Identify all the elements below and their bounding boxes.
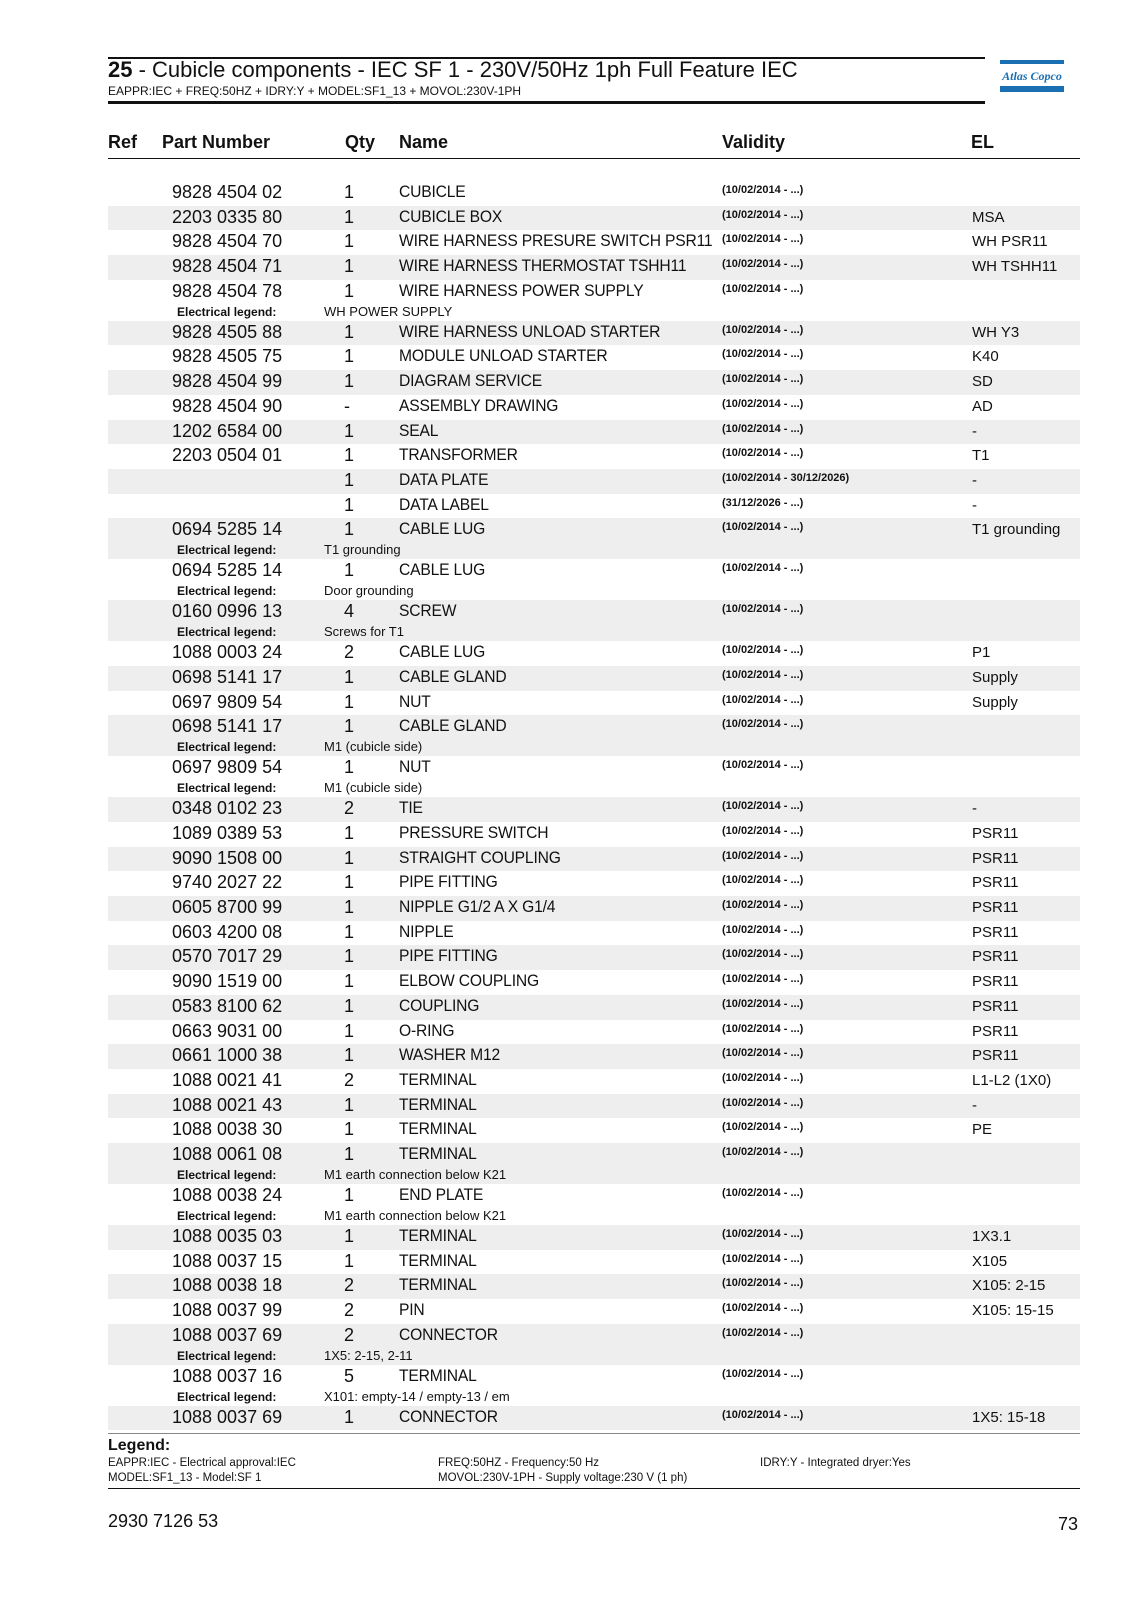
name-cell: CABLE GLAND bbox=[399, 716, 507, 736]
el-cell: K40 bbox=[972, 348, 999, 366]
name-cell: WIRE HARNESS POWER SUPPLY bbox=[399, 280, 644, 300]
qty-cell: 1 bbox=[344, 691, 355, 712]
page-subtitle: EAPPR:IEC + FREQ:50HZ + IDRY:Y + MODEL:SF1_13 + MOVOL:230V-1PH bbox=[108, 84, 522, 98]
legend-item: FREQ:50HZ - Frequency:50 Hz bbox=[438, 1457, 600, 1469]
part-number-cell: 1088 0021 41 bbox=[172, 1069, 283, 1090]
qty-cell: 1 bbox=[344, 346, 355, 367]
el-cell: SD bbox=[972, 373, 993, 391]
name-cell: NUT bbox=[399, 691, 431, 711]
part-number-cell: 1088 0037 15 bbox=[172, 1250, 283, 1271]
name-cell: MODULE UNLOAD STARTER bbox=[399, 346, 608, 366]
qty-cell: 1 bbox=[344, 1184, 355, 1205]
col-qty: Qty bbox=[345, 132, 376, 152]
table-row bbox=[108, 1225, 1080, 1250]
part-number-cell: 0697 9809 54 bbox=[172, 757, 283, 778]
table-row bbox=[108, 921, 1080, 946]
table-row bbox=[108, 945, 1080, 970]
qty-cell: 1 bbox=[344, 847, 355, 868]
validity-cell: (10/02/2014 - ...) bbox=[722, 562, 804, 575]
validity-cell: (10/02/2014 - ...) bbox=[722, 397, 804, 410]
table-row bbox=[108, 1044, 1080, 1069]
name-cell: NUT bbox=[399, 757, 431, 777]
electrical-legend-text: M1 earth connection below K21 bbox=[324, 1166, 507, 1182]
validity-cell: (10/02/2014 - ...) bbox=[722, 800, 804, 813]
part-number-cell: 0694 5285 14 bbox=[172, 560, 283, 581]
el-cell: - bbox=[972, 800, 977, 818]
electrical-legend-label: Electrical legend: bbox=[177, 304, 277, 319]
part-number-cell: 0603 4200 08 bbox=[172, 921, 283, 942]
qty-cell: 2 bbox=[344, 1275, 355, 1296]
electrical-legend-label: Electrical legend: bbox=[177, 1389, 277, 1404]
validity-cell: (10/02/2014 - ...) bbox=[722, 948, 804, 961]
name-cell: WASHER M12 bbox=[399, 1045, 500, 1065]
table-row bbox=[108, 1299, 1080, 1324]
table-row bbox=[108, 641, 1080, 666]
part-number-cell: 9828 4504 99 bbox=[172, 371, 283, 392]
el-cell: PSR11 bbox=[972, 899, 1019, 917]
el-cell: PSR11 bbox=[972, 948, 1019, 966]
part-number-cell: 0663 9031 00 bbox=[172, 1020, 283, 1041]
name-cell: ASSEMBLY DRAWING bbox=[399, 395, 559, 415]
validity-cell: (10/02/2014 - ...) bbox=[722, 1252, 804, 1265]
electrical-legend-text: M1 (cubicle side) bbox=[324, 780, 423, 796]
table-row bbox=[108, 756, 1080, 797]
qty-cell: 1 bbox=[344, 371, 355, 392]
legend-item: EAPPR:IEC - Electrical approval:IEC bbox=[108, 1457, 296, 1469]
table-row bbox=[108, 600, 1080, 641]
el-cell: PSR11 bbox=[972, 825, 1019, 842]
name-cell: CUBICLE BOX bbox=[399, 206, 503, 226]
table-row bbox=[108, 995, 1080, 1020]
part-number-cell: 1089 0389 53 bbox=[172, 823, 283, 843]
table-row bbox=[108, 1250, 1080, 1275]
electrical-legend-label: Electrical legend: bbox=[177, 1167, 277, 1182]
table-row bbox=[108, 444, 1080, 469]
el-cell: PSR11 bbox=[972, 874, 1019, 892]
validity-cell: (10/02/2014 - ...) bbox=[722, 422, 804, 435]
validity-cell: (10/02/2014 - ...) bbox=[722, 1367, 804, 1380]
el-cell: P1 bbox=[972, 644, 991, 662]
table-row bbox=[108, 896, 1080, 921]
validity-cell: (10/02/2014 - ...) bbox=[722, 208, 804, 221]
qty-cell: 2 bbox=[344, 642, 355, 663]
qty-cell: 1 bbox=[344, 1045, 355, 1066]
validity-cell: (31/12/2026 - ...) bbox=[722, 496, 804, 509]
name-cell: TERMINAL bbox=[399, 1069, 477, 1089]
legend-item: MOVOL:230V-1PH - Supply voltage:230 V (1 ph) bbox=[438, 1472, 688, 1484]
section-title: - Cubicle components - IEC SF 1 - 230V/50Hz 1ph Full Feature IEC bbox=[132, 57, 798, 82]
qty-cell: 1 bbox=[344, 757, 355, 778]
table-row bbox=[108, 230, 1080, 255]
name-cell: DATA LABEL bbox=[399, 494, 489, 514]
el-cell: - bbox=[972, 471, 977, 489]
validity-cell: (10/02/2014 - ...) bbox=[722, 1071, 804, 1084]
table-row bbox=[108, 494, 1080, 519]
validity-cell: (10/02/2014 - ...) bbox=[722, 1326, 804, 1339]
el-cell: 1X3.1 bbox=[972, 1227, 1012, 1245]
name-cell: TERMINAL bbox=[399, 1365, 477, 1385]
el-cell: T1 grounding bbox=[972, 521, 1061, 539]
part-number-cell: 1088 0038 24 bbox=[172, 1184, 283, 1205]
table-row bbox=[108, 321, 1080, 346]
electrical-legend-label: Electrical legend: bbox=[177, 1208, 277, 1223]
table-row bbox=[108, 1324, 1080, 1365]
validity-cell: (10/02/2014 - ...) bbox=[722, 1408, 804, 1421]
name-cell: PIPE FITTING bbox=[399, 946, 498, 966]
qty-cell: 1 bbox=[344, 560, 355, 581]
validity-cell: (10/02/2014 - ...) bbox=[722, 447, 804, 460]
table-row bbox=[108, 518, 1080, 559]
qty-cell: - bbox=[344, 395, 350, 416]
name-cell: TERMINAL bbox=[399, 1250, 477, 1270]
name-cell: PIN bbox=[399, 1300, 425, 1319]
table-row bbox=[108, 206, 1080, 231]
table-row bbox=[108, 370, 1080, 395]
validity-cell: (10/02/2014 - ...) bbox=[722, 825, 804, 837]
name-cell: PRESSURE SWITCH bbox=[399, 823, 549, 842]
name-cell: STRAIGHT COUPLING bbox=[399, 847, 561, 867]
part-number-cell: 9828 4504 02 bbox=[172, 182, 283, 202]
el-cell: PSR11 bbox=[972, 1047, 1019, 1065]
part-number-cell: 0160 0996 13 bbox=[172, 601, 283, 622]
validity-cell: (10/02/2014 - ...) bbox=[722, 644, 804, 657]
electrical-legend-text: M1 earth connection below K21 bbox=[324, 1207, 507, 1223]
el-cell: X105 bbox=[972, 1252, 1008, 1270]
validity-cell: (10/02/2014 - ...) bbox=[722, 849, 804, 862]
parts-table bbox=[108, 181, 1080, 1430]
atlas-copco-logo bbox=[1000, 60, 1064, 93]
part-number-cell: 1088 0038 30 bbox=[172, 1119, 283, 1140]
table-row bbox=[108, 666, 1080, 691]
qty-cell: 1 bbox=[344, 445, 355, 466]
part-number-cell: 9828 4504 90 bbox=[172, 395, 283, 416]
col-part-number: Part Number bbox=[162, 132, 271, 152]
validity-cell: (10/02/2014 - ...) bbox=[722, 282, 804, 295]
validity-cell: (10/02/2014 - ...) bbox=[722, 923, 804, 936]
table-row bbox=[108, 1020, 1080, 1045]
table-row bbox=[108, 847, 1080, 872]
name-cell: CONNECTOR bbox=[399, 1406, 498, 1426]
name-cell: TRANSFORMER bbox=[399, 445, 518, 465]
qty-cell: 1 bbox=[344, 1406, 355, 1427]
part-number-cell: 1088 0037 16 bbox=[172, 1365, 283, 1386]
qty-cell: 1 bbox=[344, 897, 355, 918]
qty-cell: 1 bbox=[344, 666, 355, 687]
validity-cell: (10/02/2014 - ...) bbox=[722, 718, 804, 731]
table-bottom-rule bbox=[108, 1433, 1080, 1434]
el-cell: WH TSHH11 bbox=[972, 258, 1058, 276]
part-number-cell: 0570 7017 29 bbox=[172, 946, 283, 967]
name-cell: TERMINAL bbox=[399, 1275, 477, 1295]
qty-cell: 1 bbox=[344, 494, 355, 515]
validity-cell: (10/02/2014 - 30/12/2026) bbox=[722, 471, 850, 484]
qty-cell: 1 bbox=[344, 995, 355, 1016]
part-number-cell: 0698 5141 17 bbox=[172, 716, 283, 737]
validity-cell: (10/02/2014 - ...) bbox=[722, 693, 804, 706]
part-number-cell: 2203 0335 80 bbox=[172, 206, 283, 227]
el-cell: T1 bbox=[972, 447, 990, 465]
electrical-legend-label: Electrical legend: bbox=[177, 740, 277, 755]
table-row bbox=[108, 1118, 1080, 1143]
part-number-cell: 9828 4505 88 bbox=[172, 321, 283, 342]
validity-cell: (10/02/2014 - ...) bbox=[722, 603, 804, 616]
el-cell: PSR11 bbox=[972, 923, 1019, 941]
el-cell: MSA bbox=[972, 208, 1005, 226]
validity-cell: (10/02/2014 - ...) bbox=[722, 521, 804, 534]
part-number-cell: 1088 0037 69 bbox=[172, 1324, 283, 1345]
table-row bbox=[108, 1069, 1080, 1094]
el-cell: PSR11 bbox=[972, 997, 1019, 1015]
qty-cell: 1 bbox=[344, 921, 355, 942]
el-cell: Supply bbox=[972, 668, 1018, 686]
part-number-cell: 0698 5141 17 bbox=[172, 666, 283, 687]
table-row bbox=[108, 691, 1080, 716]
name-cell: WIRE HARNESS PRESURE SWITCH PSR11 bbox=[399, 231, 713, 251]
name-cell: CUBICLE bbox=[399, 182, 466, 201]
section-number: 25 bbox=[108, 57, 133, 82]
el-cell: X105: 15-15 bbox=[972, 1302, 1054, 1319]
part-number-cell: 9828 4504 70 bbox=[172, 231, 283, 252]
table-row bbox=[108, 420, 1080, 445]
el-cell: L1-L2 (1X0) bbox=[972, 1071, 1052, 1089]
validity-cell: (10/02/2014 - ...) bbox=[722, 1096, 804, 1109]
qty-cell: 1 bbox=[344, 469, 355, 490]
part-number-cell: 0697 9809 54 bbox=[172, 691, 283, 712]
qty-cell: 1 bbox=[344, 1143, 355, 1164]
column-header-rule bbox=[108, 158, 1080, 159]
name-cell: DATA PLATE bbox=[399, 469, 489, 489]
name-cell: NIPPLE G1/2 A X G1/4 bbox=[399, 897, 556, 917]
name-cell: CABLE LUG bbox=[399, 642, 486, 662]
table-row bbox=[108, 1406, 1080, 1431]
table-row bbox=[108, 1184, 1080, 1225]
electrical-legend-text: T1 grounding bbox=[324, 542, 401, 558]
qty-cell: 1 bbox=[344, 946, 355, 967]
qty-cell: 1 bbox=[344, 823, 355, 843]
el-cell: PSR11 bbox=[972, 1022, 1019, 1040]
electrical-legend-text: 1X5: 2-15, 2-11 bbox=[324, 1347, 413, 1363]
qty-cell: 1 bbox=[344, 182, 355, 202]
validity-cell: (10/02/2014 - ...) bbox=[722, 233, 804, 246]
part-number-cell: 1088 0037 69 bbox=[172, 1406, 283, 1427]
part-number-cell: 0605 8700 99 bbox=[172, 897, 283, 918]
col-ref: Ref bbox=[108, 132, 138, 152]
table-row bbox=[108, 280, 1080, 321]
name-cell: NIPPLE bbox=[399, 921, 454, 941]
validity-cell: (10/02/2014 - ...) bbox=[722, 1121, 804, 1134]
electrical-legend-label: Electrical legend: bbox=[177, 543, 277, 558]
part-number-cell: 1088 0035 03 bbox=[172, 1225, 283, 1246]
validity-cell: (10/02/2014 - ...) bbox=[722, 1145, 804, 1158]
name-cell: ELBOW COUPLING bbox=[399, 971, 539, 991]
qty-cell: 1 bbox=[344, 716, 355, 737]
part-number-cell: 2203 0504 01 bbox=[172, 445, 283, 466]
table-row bbox=[108, 871, 1080, 896]
validity-cell: (10/02/2014 - ...) bbox=[722, 373, 804, 386]
el-cell: PE bbox=[972, 1121, 993, 1139]
validity-cell: (10/02/2014 - ...) bbox=[722, 874, 804, 887]
table-row bbox=[108, 970, 1080, 995]
table-row bbox=[108, 715, 1080, 756]
qty-cell: 1 bbox=[344, 280, 355, 301]
electrical-legend-text: Door grounding bbox=[324, 583, 414, 599]
name-cell: O-RING bbox=[399, 1020, 455, 1040]
el-cell: PSR11 bbox=[972, 973, 1019, 991]
qty-cell: 1 bbox=[344, 420, 355, 441]
el-cell: - bbox=[972, 496, 977, 514]
validity-cell: (10/02/2014 - ...) bbox=[722, 1277, 804, 1290]
qty-cell: 1 bbox=[344, 1094, 355, 1115]
name-cell: CABLE LUG bbox=[399, 560, 486, 580]
name-cell: WIRE HARNESS UNLOAD STARTER bbox=[399, 321, 661, 341]
validity-cell: (10/02/2014 - ...) bbox=[722, 1047, 804, 1060]
validity-cell: (10/02/2014 - ...) bbox=[722, 1302, 804, 1314]
electrical-legend-text: X101: empty-14 / empty-13 / em bbox=[324, 1388, 510, 1404]
name-cell: PIPE FITTING bbox=[399, 872, 498, 892]
part-number-cell: 0583 8100 62 bbox=[172, 995, 283, 1016]
electrical-legend-label: Electrical legend: bbox=[177, 1348, 277, 1363]
electrical-legend-label: Electrical legend: bbox=[177, 781, 277, 796]
qty-cell: 1 bbox=[344, 256, 355, 277]
name-cell: COUPLING bbox=[399, 995, 480, 1015]
name-cell: CABLE LUG bbox=[399, 519, 486, 539]
qty-cell: 1 bbox=[344, 321, 355, 342]
qty-cell: 1 bbox=[344, 519, 355, 540]
col-name: Name bbox=[399, 132, 449, 152]
part-number-cell: 1202 6584 00 bbox=[172, 420, 283, 441]
qty-cell: 4 bbox=[344, 601, 355, 622]
part-number-cell: 9828 4504 78 bbox=[172, 280, 283, 301]
part-number-cell: 1088 0021 43 bbox=[172, 1094, 283, 1115]
el-cell: WH PSR11 bbox=[972, 233, 1048, 251]
validity-cell: (10/02/2014 - ...) bbox=[722, 759, 804, 772]
part-number-cell: 1088 0061 08 bbox=[172, 1143, 283, 1164]
qty-cell: 1 bbox=[344, 971, 355, 992]
qty-cell: 1 bbox=[344, 1250, 355, 1271]
part-number-cell: 9090 1519 00 bbox=[172, 971, 283, 992]
header-bottom-rule bbox=[108, 101, 985, 104]
table-row bbox=[108, 797, 1080, 822]
el-cell: - bbox=[972, 422, 977, 440]
legend-item: MODEL:SF1_13 - Model:SF 1 bbox=[108, 1472, 262, 1484]
qty-cell: 1 bbox=[344, 1119, 355, 1140]
part-number-cell: 0661 1000 38 bbox=[172, 1045, 283, 1066]
table-row bbox=[108, 395, 1080, 420]
table-row bbox=[108, 1143, 1080, 1184]
qty-cell: 2 bbox=[344, 1300, 355, 1320]
qty-cell: 1 bbox=[344, 231, 355, 252]
col-el: EL bbox=[971, 132, 995, 152]
name-cell: CONNECTOR bbox=[399, 1324, 498, 1344]
qty-cell: 1 bbox=[344, 872, 355, 893]
name-cell: DIAGRAM SERVICE bbox=[399, 371, 542, 391]
part-number-cell: 1088 0003 24 bbox=[172, 642, 283, 663]
logo-text: Atlas Copco bbox=[1002, 69, 1062, 83]
table-row bbox=[108, 345, 1080, 370]
validity-cell: (10/02/2014 - ...) bbox=[722, 997, 804, 1010]
name-cell: END PLATE bbox=[399, 1184, 484, 1204]
legend-item: IDRY:Y - Integrated dryer:Yes bbox=[760, 1457, 911, 1469]
el-cell: PSR11 bbox=[972, 849, 1019, 867]
col-validity: Validity bbox=[722, 132, 786, 152]
name-cell: SCREW bbox=[399, 601, 457, 621]
table-row bbox=[108, 469, 1080, 494]
table-row bbox=[108, 181, 1080, 206]
qty-cell: 1 bbox=[344, 1225, 355, 1246]
electrical-legend-text: Screws for T1 bbox=[324, 624, 404, 640]
validity-cell: (10/02/2014 - ...) bbox=[722, 1022, 804, 1035]
table-row bbox=[108, 1274, 1080, 1299]
part-number-cell: 1088 0037 99 bbox=[172, 1300, 283, 1320]
validity-cell: (10/02/2014 - ...) bbox=[722, 973, 804, 986]
el-cell: 1X5: 15-18 bbox=[972, 1408, 1046, 1426]
page-number: 73 bbox=[1058, 1514, 1079, 1534]
name-cell: CABLE GLAND bbox=[399, 666, 507, 686]
table-row bbox=[108, 255, 1080, 280]
footer-rule bbox=[108, 1488, 1080, 1489]
part-number-cell: 1088 0038 18 bbox=[172, 1275, 283, 1296]
validity-cell: (10/02/2014 - ...) bbox=[722, 184, 804, 196]
table-row bbox=[108, 1094, 1080, 1119]
name-cell: TERMINAL bbox=[399, 1119, 477, 1139]
part-number-cell: 9090 1508 00 bbox=[172, 847, 283, 868]
legend-title: Legend: bbox=[108, 1437, 171, 1454]
qty-cell: 1 bbox=[344, 206, 355, 227]
el-cell: Supply bbox=[972, 693, 1018, 711]
qty-cell: 2 bbox=[344, 1069, 355, 1090]
el-cell: WH Y3 bbox=[972, 323, 1020, 341]
validity-cell: (10/02/2014 - ...) bbox=[722, 258, 804, 271]
electrical-legend-label: Electrical legend: bbox=[177, 625, 277, 640]
qty-cell: 2 bbox=[344, 798, 355, 819]
validity-cell: (10/02/2014 - ...) bbox=[722, 323, 804, 336]
validity-cell: (10/02/2014 - ...) bbox=[722, 899, 804, 912]
name-cell: TERMINAL bbox=[399, 1225, 477, 1245]
part-number-cell: 9828 4505 75 bbox=[172, 346, 283, 367]
document-number: 2930 7126 53 bbox=[108, 1511, 219, 1531]
validity-cell: (10/02/2014 - ...) bbox=[722, 1186, 804, 1199]
el-cell: - bbox=[972, 1096, 977, 1114]
electrical-legend-label: Electrical legend: bbox=[177, 584, 277, 599]
el-cell: AD bbox=[972, 397, 993, 415]
electrical-legend-text: WH POWER SUPPLY bbox=[324, 303, 453, 319]
validity-cell: (10/02/2014 - ...) bbox=[722, 348, 804, 361]
page-title bbox=[108, 57, 798, 83]
name-cell: TERMINAL bbox=[399, 1143, 477, 1163]
name-cell: TIE bbox=[399, 798, 423, 818]
table-row bbox=[108, 1365, 1080, 1406]
el-cell: X105: 2-15 bbox=[972, 1277, 1046, 1295]
name-cell: TERMINAL bbox=[399, 1094, 477, 1114]
part-number-cell: 0348 0102 23 bbox=[172, 798, 283, 819]
electrical-legend-text: M1 (cubicle side) bbox=[324, 739, 423, 755]
qty-cell: 5 bbox=[344, 1365, 355, 1386]
part-number-cell: 0694 5285 14 bbox=[172, 519, 283, 540]
validity-cell: (10/02/2014 - ...) bbox=[722, 1227, 804, 1240]
name-cell: SEAL bbox=[399, 420, 439, 440]
qty-cell: 2 bbox=[344, 1324, 355, 1345]
name-cell: WIRE HARNESS THERMOSTAT TSHH11 bbox=[399, 256, 687, 276]
validity-cell: (10/02/2014 - ...) bbox=[722, 668, 804, 681]
part-number-cell: 9828 4504 71 bbox=[172, 256, 283, 277]
qty-cell: 1 bbox=[344, 1020, 355, 1041]
part-number-cell: 9740 2027 22 bbox=[172, 872, 283, 893]
table-row bbox=[108, 822, 1080, 847]
table-row bbox=[108, 559, 1080, 600]
